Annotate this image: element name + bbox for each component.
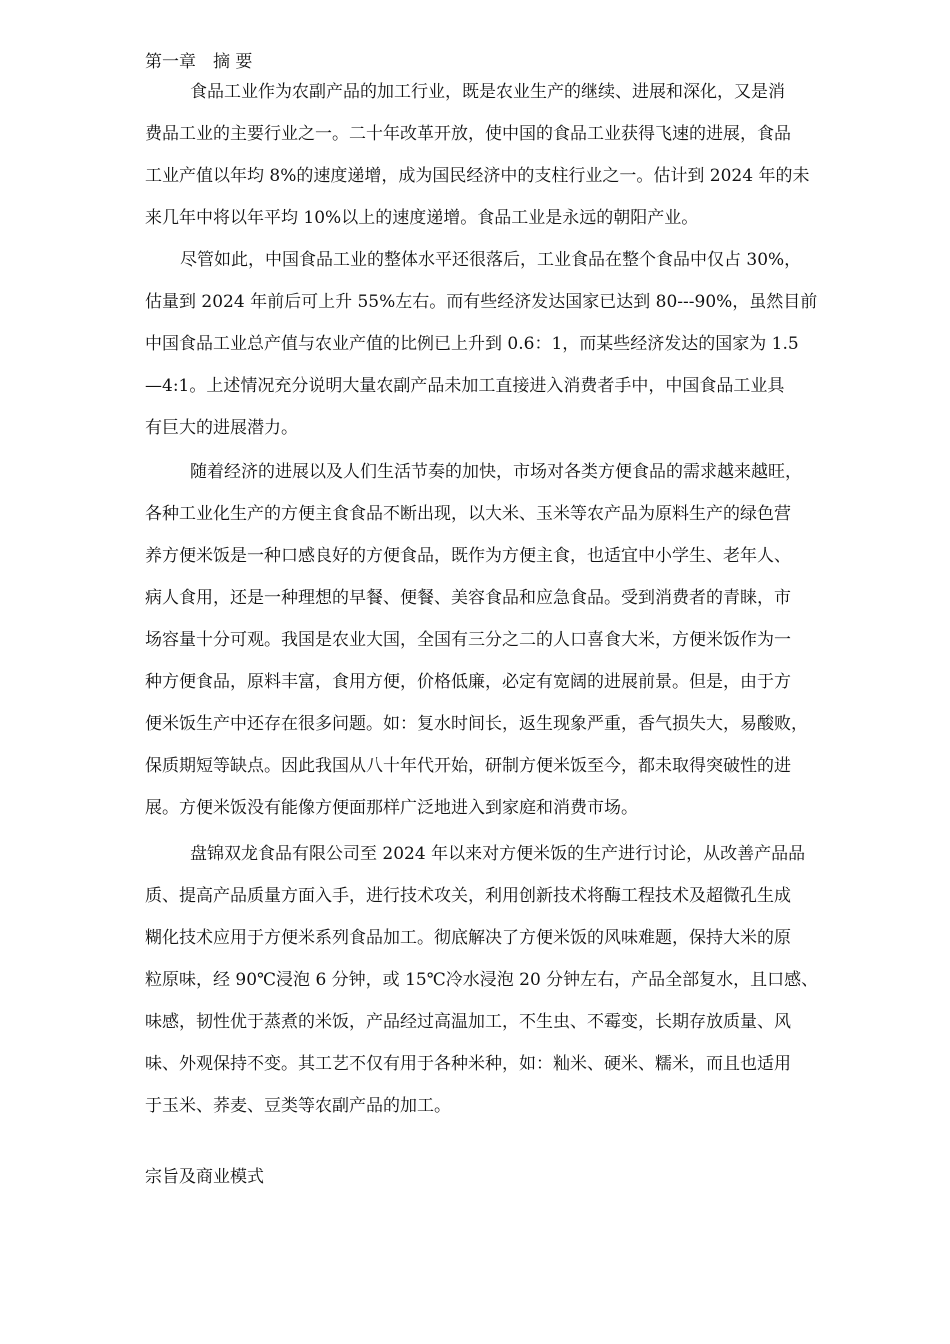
paragraph-line: 食品工业作为农副产品的加工行业，既是农业生产的继续、进展和深化，又是消	[190, 82, 785, 102]
paragraph-line: 盘锦双龙食品有限公司至 2024 年以来对方便米饭的生产进行讨论，从改善产品品	[190, 844, 806, 864]
section-title: 宗旨及商业模式	[145, 1167, 264, 1187]
paragraph-line: 展。方便米饭没有能像方便面那样广泛地进入到家庭和消费市场。	[145, 798, 638, 818]
paragraph-line: 味、外观保持不变。其工艺不仅有用于各种米种，如：籼米、硬米、糯米，而且也适用	[145, 1054, 791, 1074]
paragraph-line: 保质期短等缺点。因此我国从八十年代开始，研制方便米饭至今，都未取得突破性的进	[145, 756, 791, 776]
chapter-heading: 第一章 摘 要	[145, 52, 253, 72]
paragraph-line: 尽管如此，中国食品工业的整体水平还很落后，工业食品在整个食品中仅占 30%，	[180, 250, 802, 270]
paragraph-line: 估量到 2024 年前后可上升 55%左右。而有些经济发达国家已达到 80---90%，虽然目前	[145, 292, 818, 312]
paragraph-line: 来几年中将以年平均 10%以上的速度递增。食品工业是永远的朝阳产业。	[145, 208, 699, 228]
paragraph-line: 随着经济的进展以及人们生活节奏的加快，市场对各类方便食品的需求越来越旺，	[190, 462, 802, 482]
paragraph-line: 工业产值以年均 8%的速度递增，成为国民经济中的支柱行业之一。估计到 2024 年的未	[145, 166, 810, 186]
paragraph-line: 各种工业化生产的方便主食食品不断出现，以大米、玉米等农产品为原料生产的绿色营	[145, 504, 791, 524]
paragraph-line: 有巨大的进展潜力。	[145, 418, 298, 438]
paragraph-line: 质、提高产品质量方面入手，进行技术攻关，利用创新技术将酶工程技术及超微孔生成	[145, 886, 791, 906]
paragraph-line: 味感，韧性优于蒸煮的米饭，产品经过高温加工，不生虫、不霉变，长期存放质量、风	[145, 1012, 791, 1032]
paragraph-line: 病人食用，还是一种理想的早餐、便餐、美容食品和应急食品。受到消费者的青睐，市	[145, 588, 791, 608]
paragraph-line: 养方便米饭是一种口感良好的方便食品，既作为方便主食，也适宜中小学生、老年人、	[145, 546, 791, 566]
paragraph-line: 粒原味，经 90℃浸泡 6 分钟，或 15℃冷水浸泡 20 分钟左右，产品全部复水，且口感、	[145, 970, 819, 990]
paragraph-line: 糊化技术应用于方便米系列食品加工。彻底解决了方便米饭的风味难题，保持大米的原	[145, 928, 791, 948]
paragraph-line: 种方便食品，原料丰富，食用方便，价格低廉，必定有宽阔的进展前景。但是，由于方	[145, 672, 791, 692]
paragraph-line: —4:1。上述情况充分说明大量农副产品未加工直接进入消费者手中，中国食品工业具	[145, 376, 785, 396]
paragraph-line: 于玉米、荞麦、豆类等农副产品的加工。	[145, 1096, 451, 1116]
paragraph-line: 便米饭生产中还存在很多问题。如：复水时间长，返生现象严重，香气损失大，易酸败，	[145, 714, 808, 734]
paragraph-line: 场容量十分可观。我国是农业大国，全国有三分之二的人口喜食大米，方便米饭作为一	[145, 630, 791, 650]
paragraph-line: 费品工业的主要行业之一。二十年改革开放，使中国的食品工业获得飞速的进展，食品	[145, 124, 791, 144]
paragraph-line: 中国食品工业总产值与农业产值的比例已上升到 0.6：1，而某些经济发达的国家为 1.5	[145, 334, 799, 354]
